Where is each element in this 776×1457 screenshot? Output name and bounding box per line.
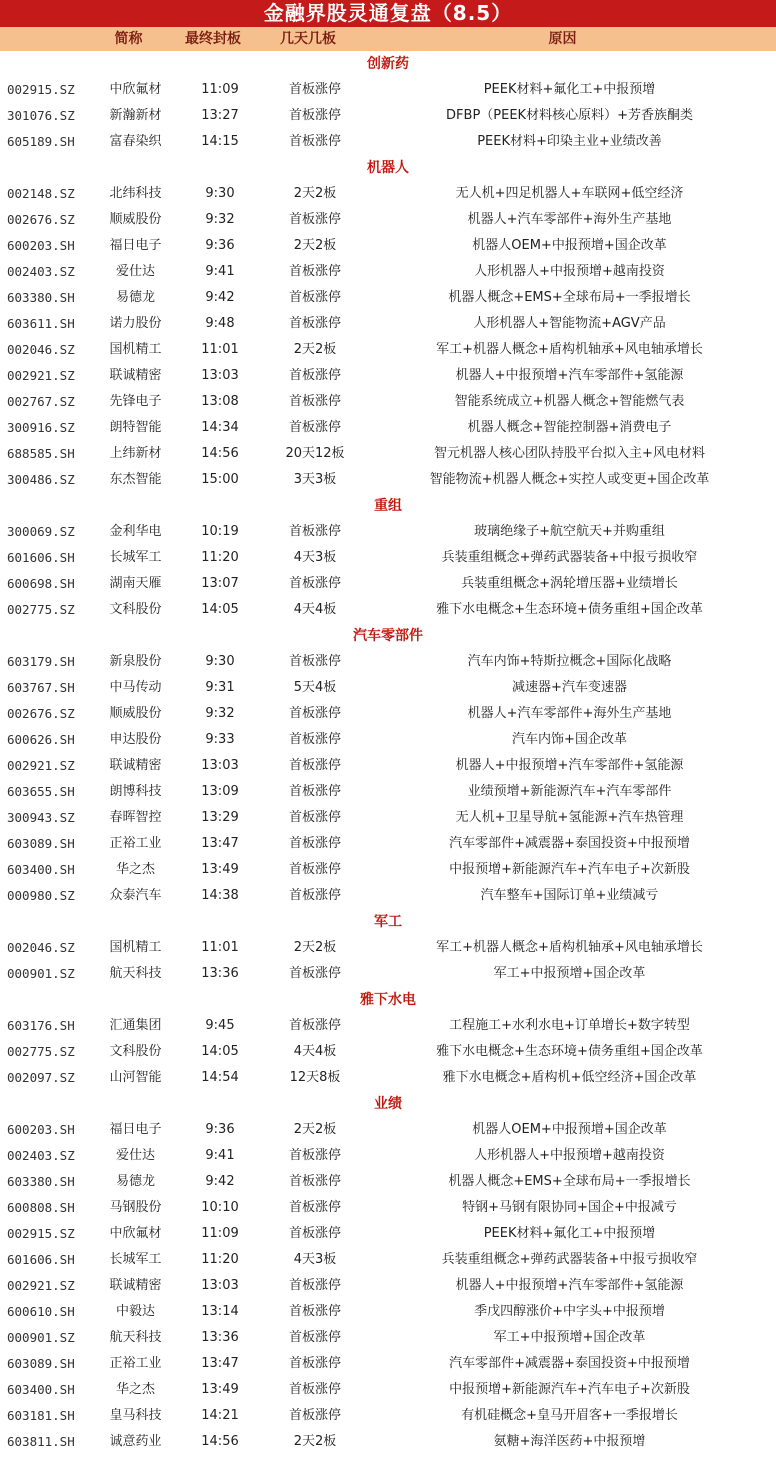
cell-name: 爱仕达 <box>115 1148 155 1163</box>
table-row <box>0 1325 776 1351</box>
table-row <box>0 1377 776 1403</box>
cell-reason: 军工+机器人概念+盾构机轴承+风电轴承增长 <box>436 342 703 357</box>
cell-name: 福日电子 <box>109 238 162 253</box>
cell-code: 000901.SZ <box>7 1330 75 1345</box>
cell-code: 300486.SZ <box>7 472 75 487</box>
cell-name: 北纬科技 <box>109 186 162 201</box>
cell-time: 14:05 <box>201 602 239 617</box>
cell-time: 11:09 <box>201 1226 239 1241</box>
cell-reason: 军工+中报预增+国企改革 <box>493 1330 646 1345</box>
table-row <box>0 441 776 467</box>
cell-code: 600203.SH <box>7 1122 75 1137</box>
cell-reason: 季戊四醇涨价+中字头+中报预增 <box>474 1304 665 1319</box>
cell-name: 中毅达 <box>115 1304 155 1319</box>
cell-reason: 智元机器人核心团队持股平台拟入主+风电材料 <box>434 446 705 461</box>
cell-board: 首板涨停 <box>288 1382 341 1397</box>
cell-reason: 工程施工+水利水电+订单增长+数字转型 <box>449 1018 690 1033</box>
cell-time: 13:29 <box>201 810 239 825</box>
cell-code: 603400.SH <box>7 862 75 877</box>
table-row <box>0 1117 776 1143</box>
cell-reason: 机器人OEM+中报预增+国企改革 <box>472 238 667 253</box>
cell-time: 13:09 <box>201 784 239 799</box>
cell-name: 中欣氟材 <box>109 82 162 97</box>
table-row <box>0 1169 776 1195</box>
cell-name: 长城军工 <box>109 550 162 565</box>
cell-code: 002915.SZ <box>7 82 75 97</box>
table-row <box>0 389 776 415</box>
cell-reason: 机器人+汽车零部件+海外生产基地 <box>467 212 672 227</box>
cell-board: 首板涨停 <box>288 732 341 747</box>
cell-reason: 玻璃绝缘子+航空航天+并购重组 <box>474 524 665 539</box>
cell-board: 4天4板 <box>293 1044 337 1059</box>
cell-time: 10:19 <box>201 524 239 539</box>
cell-code: 002767.SZ <box>7 394 75 409</box>
cell-name: 长城军工 <box>109 1252 162 1267</box>
section-title: 军工 <box>374 914 402 930</box>
cell-code: 600626.SH <box>7 732 75 747</box>
cell-board: 首板涨停 <box>288 524 341 539</box>
cell-name: 中欣氟材 <box>109 1226 162 1241</box>
cell-reason: 人形机器人+中报预增+越南投资 <box>474 264 665 279</box>
cell-time: 13:36 <box>201 966 239 981</box>
cell-reason: 机器人+中报预增+汽车零部件+氢能源 <box>455 758 684 773</box>
table-row <box>0 1429 776 1455</box>
cell-reason: 智能物流+机器人概念+实控人或变更+国企改革 <box>429 472 710 487</box>
cell-time: 9:32 <box>205 212 235 227</box>
cell-name: 山河智能 <box>109 1070 162 1085</box>
table-row <box>0 103 776 129</box>
cell-code: 000980.SZ <box>7 888 75 903</box>
table-row <box>0 415 776 441</box>
table-row <box>0 857 776 883</box>
cell-code: 300916.SZ <box>7 420 75 435</box>
table-row <box>0 779 776 805</box>
cell-time: 13:47 <box>201 1356 239 1371</box>
cell-time: 9:32 <box>205 706 235 721</box>
cell-time: 9:31 <box>205 680 235 695</box>
cell-board: 首板涨停 <box>288 862 341 877</box>
cell-name: 易德龙 <box>115 1174 155 1189</box>
cell-board: 首板涨停 <box>288 706 341 721</box>
table-row <box>0 805 776 831</box>
cell-board: 首板涨停 <box>288 836 341 851</box>
cell-board: 首板涨停 <box>288 1200 341 1215</box>
cell-board: 12天8板 <box>289 1070 341 1085</box>
cell-time: 9:42 <box>205 1174 235 1189</box>
cell-time: 9:36 <box>205 238 235 253</box>
cell-name: 新瀚新材 <box>109 108 162 123</box>
cell-reason: 军工+机器人概念+盾构机轴承+风电轴承增长 <box>436 940 703 955</box>
cell-code: 002921.SZ <box>7 368 75 383</box>
cell-board: 20天12板 <box>285 446 345 461</box>
cell-time: 9:30 <box>205 654 235 669</box>
table-row <box>0 831 776 857</box>
cell-time: 11:09 <box>201 82 239 97</box>
cell-board: 首板涨停 <box>288 1174 341 1189</box>
header-name: 简称 <box>114 31 143 47</box>
cell-reason: 汽车内饰+特斯拉概念+国际化战略 <box>467 654 672 669</box>
table-row <box>0 545 776 571</box>
cell-reason: 雅下水电概念+生态环境+债务重组+国企改革 <box>436 602 703 617</box>
table-row <box>0 1273 776 1299</box>
table-row <box>0 701 776 727</box>
cell-code: 605189.SH <box>7 134 75 149</box>
section-title: 机器人 <box>367 160 409 176</box>
cell-code: 300943.SZ <box>7 810 75 825</box>
cell-name: 华之杰 <box>115 1382 155 1397</box>
cell-code: 002046.SZ <box>7 940 75 955</box>
cell-board: 首板涨停 <box>288 1278 341 1293</box>
table-row <box>0 1039 776 1065</box>
table-row <box>0 597 776 623</box>
cell-code: 002403.SZ <box>7 264 75 279</box>
cell-time: 13:03 <box>201 1278 239 1293</box>
cell-name: 文科股份 <box>109 602 162 617</box>
cell-time: 14:38 <box>201 888 239 903</box>
table-row <box>0 1221 776 1247</box>
cell-board: 2天2板 <box>293 186 337 201</box>
cell-board: 首板涨停 <box>288 212 341 227</box>
cell-time: 9:36 <box>205 1122 235 1137</box>
table-row <box>0 935 776 961</box>
cell-name: 华之杰 <box>115 862 155 877</box>
cell-name: 联诚精密 <box>109 1278 162 1293</box>
cell-time: 15:00 <box>201 472 239 487</box>
cell-time: 14:54 <box>201 1070 239 1085</box>
cell-board: 首板涨停 <box>288 368 341 383</box>
cell-code: 603089.SH <box>7 1356 75 1371</box>
cell-board: 5天4板 <box>293 680 337 695</box>
cell-time: 13:47 <box>201 836 239 851</box>
section-title: 重组 <box>374 498 402 514</box>
header-time: 最终封板 <box>185 31 241 47</box>
cell-time: 9:41 <box>205 264 235 279</box>
cell-code: 603400.SH <box>7 1382 75 1397</box>
cell-reason: PEEK材料+氟化工+中报预增 <box>483 82 656 97</box>
cell-name: 朗特智能 <box>109 420 162 435</box>
cell-time: 9:30 <box>205 186 235 201</box>
cell-name: 马钢股份 <box>109 1200 162 1215</box>
table-row <box>0 727 776 753</box>
cell-reason: 机器人概念+EMS+全球布局+一季报增长 <box>448 290 691 305</box>
cell-code: 603767.SH <box>7 680 75 695</box>
table-row <box>0 753 776 779</box>
cell-code: 603181.SH <box>7 1408 75 1423</box>
cell-reason: 兵装重组概念+涡轮增压器+业绩增长 <box>461 576 678 591</box>
cell-time: 9:41 <box>205 1148 235 1163</box>
cell-time: 13:49 <box>201 862 239 877</box>
cell-reason: 有机硅概念+皇马开眉客+一季报增长 <box>461 1408 678 1423</box>
cell-board: 2天2板 <box>293 1122 337 1137</box>
cell-reason: 机器人+汽车零部件+海外生产基地 <box>467 706 672 721</box>
section-title: 业绩 <box>374 1096 402 1112</box>
cell-board: 2天2板 <box>293 238 337 253</box>
cell-name: 顺威股份 <box>109 212 162 227</box>
cell-time: 14:56 <box>201 1434 239 1449</box>
cell-board: 首板涨停 <box>288 1356 341 1371</box>
cell-reason: 人形机器人+智能物流+AGV产品 <box>473 316 666 331</box>
cell-board: 首板涨停 <box>288 134 341 149</box>
table-row <box>0 649 776 675</box>
cell-code: 600203.SH <box>7 238 75 253</box>
table-row <box>0 1299 776 1325</box>
table-row <box>0 1143 776 1169</box>
cell-board: 首板涨停 <box>288 1226 341 1241</box>
cell-time: 13:07 <box>201 576 239 591</box>
cell-reason: 汽车内饰+国企改革 <box>512 732 627 747</box>
cell-name: 上纬新材 <box>109 446 162 461</box>
cell-name: 联诚精密 <box>109 368 162 383</box>
cell-board: 首板涨停 <box>288 82 341 97</box>
cell-board: 3天3板 <box>293 472 337 487</box>
cell-code: 603380.SH <box>7 290 75 305</box>
table-row <box>0 1013 776 1039</box>
cell-time: 14:56 <box>201 446 239 461</box>
cell-reason: DFBP（PEEK材料核心原料）+芳香族酮类 <box>446 108 693 123</box>
cell-name: 航天科技 <box>109 1330 162 1345</box>
cell-reason: 业绩预增+新能源汽车+汽车零部件 <box>467 784 672 799</box>
cell-code: 002921.SZ <box>7 1278 75 1293</box>
cell-name: 先锋电子 <box>109 394 162 409</box>
table-row <box>0 77 776 103</box>
table-body <box>0 51 776 1455</box>
table-row <box>0 1403 776 1429</box>
header-board: 几天几板 <box>280 31 336 47</box>
cell-reason: PEEK材料+印染主业+业绩改善 <box>477 134 662 149</box>
cell-name: 春晖智控 <box>109 810 162 825</box>
table-row <box>0 285 776 311</box>
cell-name: 汇通集团 <box>109 1018 162 1033</box>
cell-time: 13:27 <box>201 108 239 123</box>
cell-name: 福日电子 <box>109 1122 162 1137</box>
cell-board: 首板涨停 <box>288 966 341 981</box>
cell-reason: 无人机+卫星导航+氢能源+汽车热管理 <box>455 810 684 825</box>
cell-board: 首板涨停 <box>288 888 341 903</box>
cell-time: 14:05 <box>201 1044 239 1059</box>
cell-reason: 智能系统成立+机器人概念+智能燃气表 <box>454 394 685 409</box>
cell-code: 002403.SZ <box>7 1148 75 1163</box>
cell-time: 11:01 <box>201 342 239 357</box>
cell-time: 14:34 <box>201 420 239 435</box>
cell-time: 13:49 <box>201 1382 239 1397</box>
table-row <box>0 675 776 701</box>
cell-code: 002676.SZ <box>7 212 75 227</box>
cell-code: 301076.SZ <box>7 108 75 123</box>
cell-name: 皇马科技 <box>109 1408 162 1423</box>
cell-time: 13:08 <box>201 394 239 409</box>
cell-code: 603655.SH <box>7 784 75 799</box>
cell-reason: 机器人概念+智能控制器+消费电子 <box>467 420 672 435</box>
cell-code: 002046.SZ <box>7 342 75 357</box>
cell-reason: 中报预增+新能源汽车+汽车电子+次新股 <box>449 1382 690 1397</box>
cell-reason: 中报预增+新能源汽车+汽车电子+次新股 <box>449 862 690 877</box>
cell-name: 新泉股份 <box>109 654 162 669</box>
table-row <box>0 961 776 987</box>
cell-reason: 氨糖+海洋医药+中报预增 <box>493 1434 646 1449</box>
cell-reason: 机器人概念+EMS+全球布局+一季报增长 <box>448 1174 691 1189</box>
table-header <box>0 27 776 51</box>
cell-reason: 机器人OEM+中报预增+国企改革 <box>472 1122 667 1137</box>
cell-code: 600808.SH <box>7 1200 75 1215</box>
cell-board: 首板涨停 <box>288 810 341 825</box>
cell-reason: 汽车整车+国际订单+业绩减亏 <box>480 888 659 903</box>
cell-reason: 减速器+汽车变速器 <box>512 680 627 695</box>
cell-code: 002921.SZ <box>7 758 75 773</box>
cell-name: 朗博科技 <box>109 784 162 799</box>
cell-name: 正裕工业 <box>109 836 162 851</box>
cell-reason: 雅下水电概念+盾构机+低空经济+国企改革 <box>442 1070 697 1085</box>
cell-time: 9:45 <box>205 1018 235 1033</box>
cell-name: 正裕工业 <box>109 1356 162 1371</box>
cell-time: 9:33 <box>205 732 235 747</box>
cell-time: 11:20 <box>201 1252 239 1267</box>
table-row <box>0 259 776 285</box>
cell-board: 首板涨停 <box>288 394 341 409</box>
cell-code: 603811.SH <box>7 1434 75 1449</box>
cell-reason: 人形机器人+中报预增+越南投资 <box>474 1148 665 1163</box>
cell-board: 首板涨停 <box>288 1408 341 1423</box>
cell-reason: 汽车零部件+减震器+泰国投资+中报预增 <box>449 1356 690 1371</box>
cell-code: 603089.SH <box>7 836 75 851</box>
table-row <box>0 363 776 389</box>
cell-code: 603380.SH <box>7 1174 75 1189</box>
cell-code: 601606.SH <box>7 1252 75 1267</box>
header-code <box>0 27 91 51</box>
cell-board: 首板涨停 <box>288 758 341 773</box>
cell-time: 9:42 <box>205 290 235 305</box>
cell-name: 顺威股份 <box>109 706 162 721</box>
cell-board: 首板涨停 <box>288 1018 341 1033</box>
cell-code: 002148.SZ <box>7 186 75 201</box>
cell-time: 10:10 <box>201 1200 239 1215</box>
table-row <box>0 519 776 545</box>
cell-code: 300069.SZ <box>7 524 75 539</box>
cell-code: 603179.SH <box>7 654 75 669</box>
cell-code: 000901.SZ <box>7 966 75 981</box>
cell-code: 601606.SH <box>7 550 75 565</box>
cell-name: 航天科技 <box>109 966 162 981</box>
table-row <box>0 207 776 233</box>
cell-board: 2天2板 <box>293 1434 337 1449</box>
table-row <box>0 233 776 259</box>
cell-reason: 兵装重组概念+弹药武器装备+中报亏损收窄 <box>441 550 698 565</box>
cell-code: 600698.SH <box>7 576 75 591</box>
cell-reason: 机器人+中报预增+汽车零部件+氢能源 <box>455 1278 684 1293</box>
cell-name: 金利华电 <box>109 524 162 539</box>
table-row <box>0 883 776 909</box>
table-row <box>0 1247 776 1273</box>
cell-name: 东杰智能 <box>109 472 162 487</box>
cell-name: 爱仕达 <box>115 264 155 279</box>
cell-reason: 机器人+中报预增+汽车零部件+氢能源 <box>455 368 684 383</box>
cell-code: 600610.SH <box>7 1304 75 1319</box>
cell-board: 首板涨停 <box>288 1148 341 1163</box>
cell-board: 2天2板 <box>293 342 337 357</box>
cell-name: 中马传动 <box>109 680 162 695</box>
cell-code: 603611.SH <box>7 316 75 331</box>
cell-board: 首板涨停 <box>288 316 341 331</box>
cell-board: 首板涨停 <box>288 264 341 279</box>
cell-reason: 无人机+四足机器人+车联网+低空经济 <box>455 186 684 201</box>
table-row <box>0 1065 776 1091</box>
table-row <box>0 129 776 155</box>
table-row <box>0 181 776 207</box>
cell-name: 诺力股份 <box>109 316 162 331</box>
page-title: 金融界股灵通复盘（8.5） <box>0 0 776 27</box>
cell-reason: 军工+中报预增+国企改革 <box>493 966 646 981</box>
cell-name: 申达股份 <box>109 732 162 747</box>
table-row <box>0 311 776 337</box>
cell-reason: 特钢+马钢有限协同+国企+中报减亏 <box>462 1200 677 1215</box>
section-title: 创新药 <box>367 56 409 72</box>
cell-reason: PEEK材料+氟化工+中报预增 <box>483 1226 656 1241</box>
cell-time: 9:48 <box>205 316 235 331</box>
cell-code: 603176.SH <box>7 1018 75 1033</box>
cell-name: 众泰汽车 <box>109 888 162 903</box>
cell-board: 首板涨停 <box>288 576 341 591</box>
cell-code: 002915.SZ <box>7 1226 75 1241</box>
cell-reason: 雅下水电概念+生态环境+债务重组+国企改革 <box>436 1044 703 1059</box>
cell-reason: 汽车零部件+减震器+泰国投资+中报预增 <box>449 836 690 851</box>
cell-name: 文科股份 <box>109 1044 162 1059</box>
cell-name: 富春染织 <box>109 134 162 149</box>
cell-board: 2天2板 <box>293 940 337 955</box>
table-row <box>0 1351 776 1377</box>
cell-name: 国机精工 <box>109 940 162 955</box>
cell-code: 002676.SZ <box>7 706 75 721</box>
cell-time: 14:15 <box>201 134 239 149</box>
cell-board: 首板涨停 <box>288 784 341 799</box>
table-row <box>0 467 776 493</box>
cell-name: 易德龙 <box>115 290 155 305</box>
cell-board: 首板涨停 <box>288 1330 341 1345</box>
table-row <box>0 337 776 363</box>
cell-code: 002097.SZ <box>7 1070 75 1085</box>
cell-board: 首板涨停 <box>288 1304 341 1319</box>
cell-board: 首板涨停 <box>288 654 341 669</box>
cell-time: 13:36 <box>201 1330 239 1345</box>
cell-board: 首板涨停 <box>288 420 341 435</box>
cell-code: 002775.SZ <box>7 602 75 617</box>
table-row <box>0 571 776 597</box>
cell-time: 11:01 <box>201 940 239 955</box>
cell-time: 13:14 <box>201 1304 239 1319</box>
cell-time: 13:03 <box>201 368 239 383</box>
cell-time: 14:21 <box>201 1408 239 1423</box>
cell-code: 002775.SZ <box>7 1044 75 1059</box>
table-row <box>0 1195 776 1221</box>
cell-name: 诚意药业 <box>109 1434 162 1449</box>
header-reason: 原因 <box>548 31 577 47</box>
section-title: 汽车零部件 <box>353 628 423 644</box>
section-title: 雅下水电 <box>360 992 416 1008</box>
cell-code: 688585.SH <box>7 446 75 461</box>
cell-board: 4天3板 <box>293 550 337 565</box>
cell-name: 联诚精密 <box>109 758 162 773</box>
cell-board: 首板涨停 <box>288 290 341 305</box>
cell-board: 4天4板 <box>293 602 337 617</box>
cell-board: 首板涨停 <box>288 108 341 123</box>
cell-time: 11:20 <box>201 550 239 565</box>
cell-reason: 兵装重组概念+弹药武器装备+中报亏损收窄 <box>441 1252 698 1267</box>
cell-time: 13:03 <box>201 758 239 773</box>
cell-name: 湖南天雁 <box>109 576 162 591</box>
cell-board: 4天3板 <box>293 1252 337 1267</box>
cell-name: 国机精工 <box>109 342 162 357</box>
